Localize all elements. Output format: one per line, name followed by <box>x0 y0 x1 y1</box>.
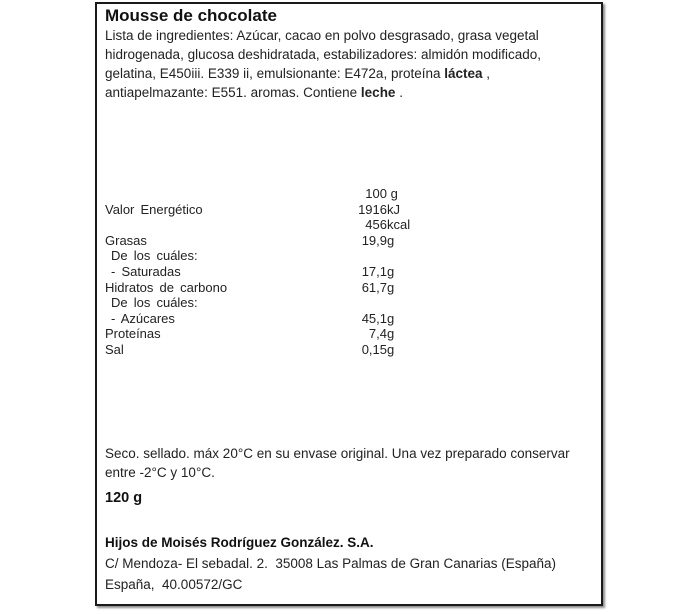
nutrient-value: 0,15 <box>361 341 387 357</box>
nutrient-unit: kcal <box>387 217 411 233</box>
manufacturer-info <box>105 532 556 595</box>
storage-line: entre -2°C y 10°C. <box>105 465 215 480</box>
nutrient-unit: g <box>387 310 395 326</box>
ingredients-line: hidrogenada, glucosa deshidratada, estabilizadores: almidón modificado, <box>105 47 542 62</box>
ingredients-text: antiapelmazante: E551. aromas. Contiene <box>105 85 361 100</box>
nutrient-unit: g <box>387 341 395 357</box>
ingredients-line <box>105 64 541 83</box>
table-row <box>105 202 535 218</box>
table-row <box>105 280 535 296</box>
table-row <box>105 264 535 280</box>
table-row <box>105 248 535 264</box>
table-row <box>105 326 535 342</box>
allergen-lactea: láctea <box>444 66 483 81</box>
nutrient-label: Proteínas <box>105 326 161 342</box>
nutrient-value: 45,1 <box>361 310 387 326</box>
table-row <box>105 217 535 233</box>
nutrient-value: 7,4 <box>368 326 387 342</box>
nutrition-header-unit: g <box>387 186 398 201</box>
table-row <box>105 295 535 311</box>
storage-instructions <box>105 444 570 482</box>
nutrient-label: Grasas <box>105 232 147 248</box>
nutrient-label: - Saturadas <box>111 263 181 279</box>
nutrient-value: 19,9 <box>361 232 387 248</box>
nutrient-value: 61,7 <box>361 279 387 295</box>
allergen-leche: leche <box>360 85 396 100</box>
ingredients-line <box>105 83 541 102</box>
table-row <box>105 311 535 327</box>
nutrient-label: - Azúcares <box>111 310 175 326</box>
nutrient-unit: g <box>387 279 395 295</box>
nutrient-unit: kJ <box>387 201 400 217</box>
storage-line: Seco. sellado. máx 20°C en su envase original. Una vez preparado conservar <box>105 446 570 461</box>
nutrition-header-amount: 100 <box>365 186 387 201</box>
nutrient-unit: g <box>387 263 395 279</box>
manufacturer-name: Hijos de Moisés Rodríguez González. S.A. <box>105 535 374 550</box>
table-row <box>105 233 535 249</box>
ingredients-text: gelatina, E450iii. E339 ii, emulsionante: E472a, proteína <box>105 66 445 81</box>
product-title: Mousse de chocolate <box>105 6 277 25</box>
nutrient-label: Sal <box>105 341 124 357</box>
nutrition-table <box>105 186 535 358</box>
product-label <box>95 2 603 606</box>
manufacturer-registry: España, 40.00572/GC <box>105 577 243 592</box>
ingredients-text: , <box>482 66 491 81</box>
nutrient-label: Hidratos de carbono <box>105 279 228 295</box>
manufacturer-address: C/ Mendoza- El sebadal. 2. 35008 Las Palmas de Gran Canarias (España) <box>105 556 556 571</box>
net-weight: 120 g <box>105 490 143 506</box>
nutrient-label: De los cuáles: <box>111 295 198 311</box>
nutrition-header-row <box>105 186 535 202</box>
nutrient-label: De los cuáles: <box>111 248 198 264</box>
nutrient-label: Valor Energético <box>105 201 203 217</box>
nutrient-unit: g <box>387 326 395 342</box>
ingredients-list <box>105 26 541 102</box>
nutrient-unit: g <box>387 232 395 248</box>
ingredients-line: Lista de ingredientes: Azúcar, cacao en polvo desgrasado, grasa vegetal <box>105 28 539 43</box>
nutrient-value: 456 <box>365 217 387 233</box>
nutrient-value: 1916 <box>358 201 387 217</box>
nutrient-value: 17,1 <box>361 263 387 279</box>
table-row <box>105 342 535 358</box>
ingredients-text: . <box>395 85 403 100</box>
